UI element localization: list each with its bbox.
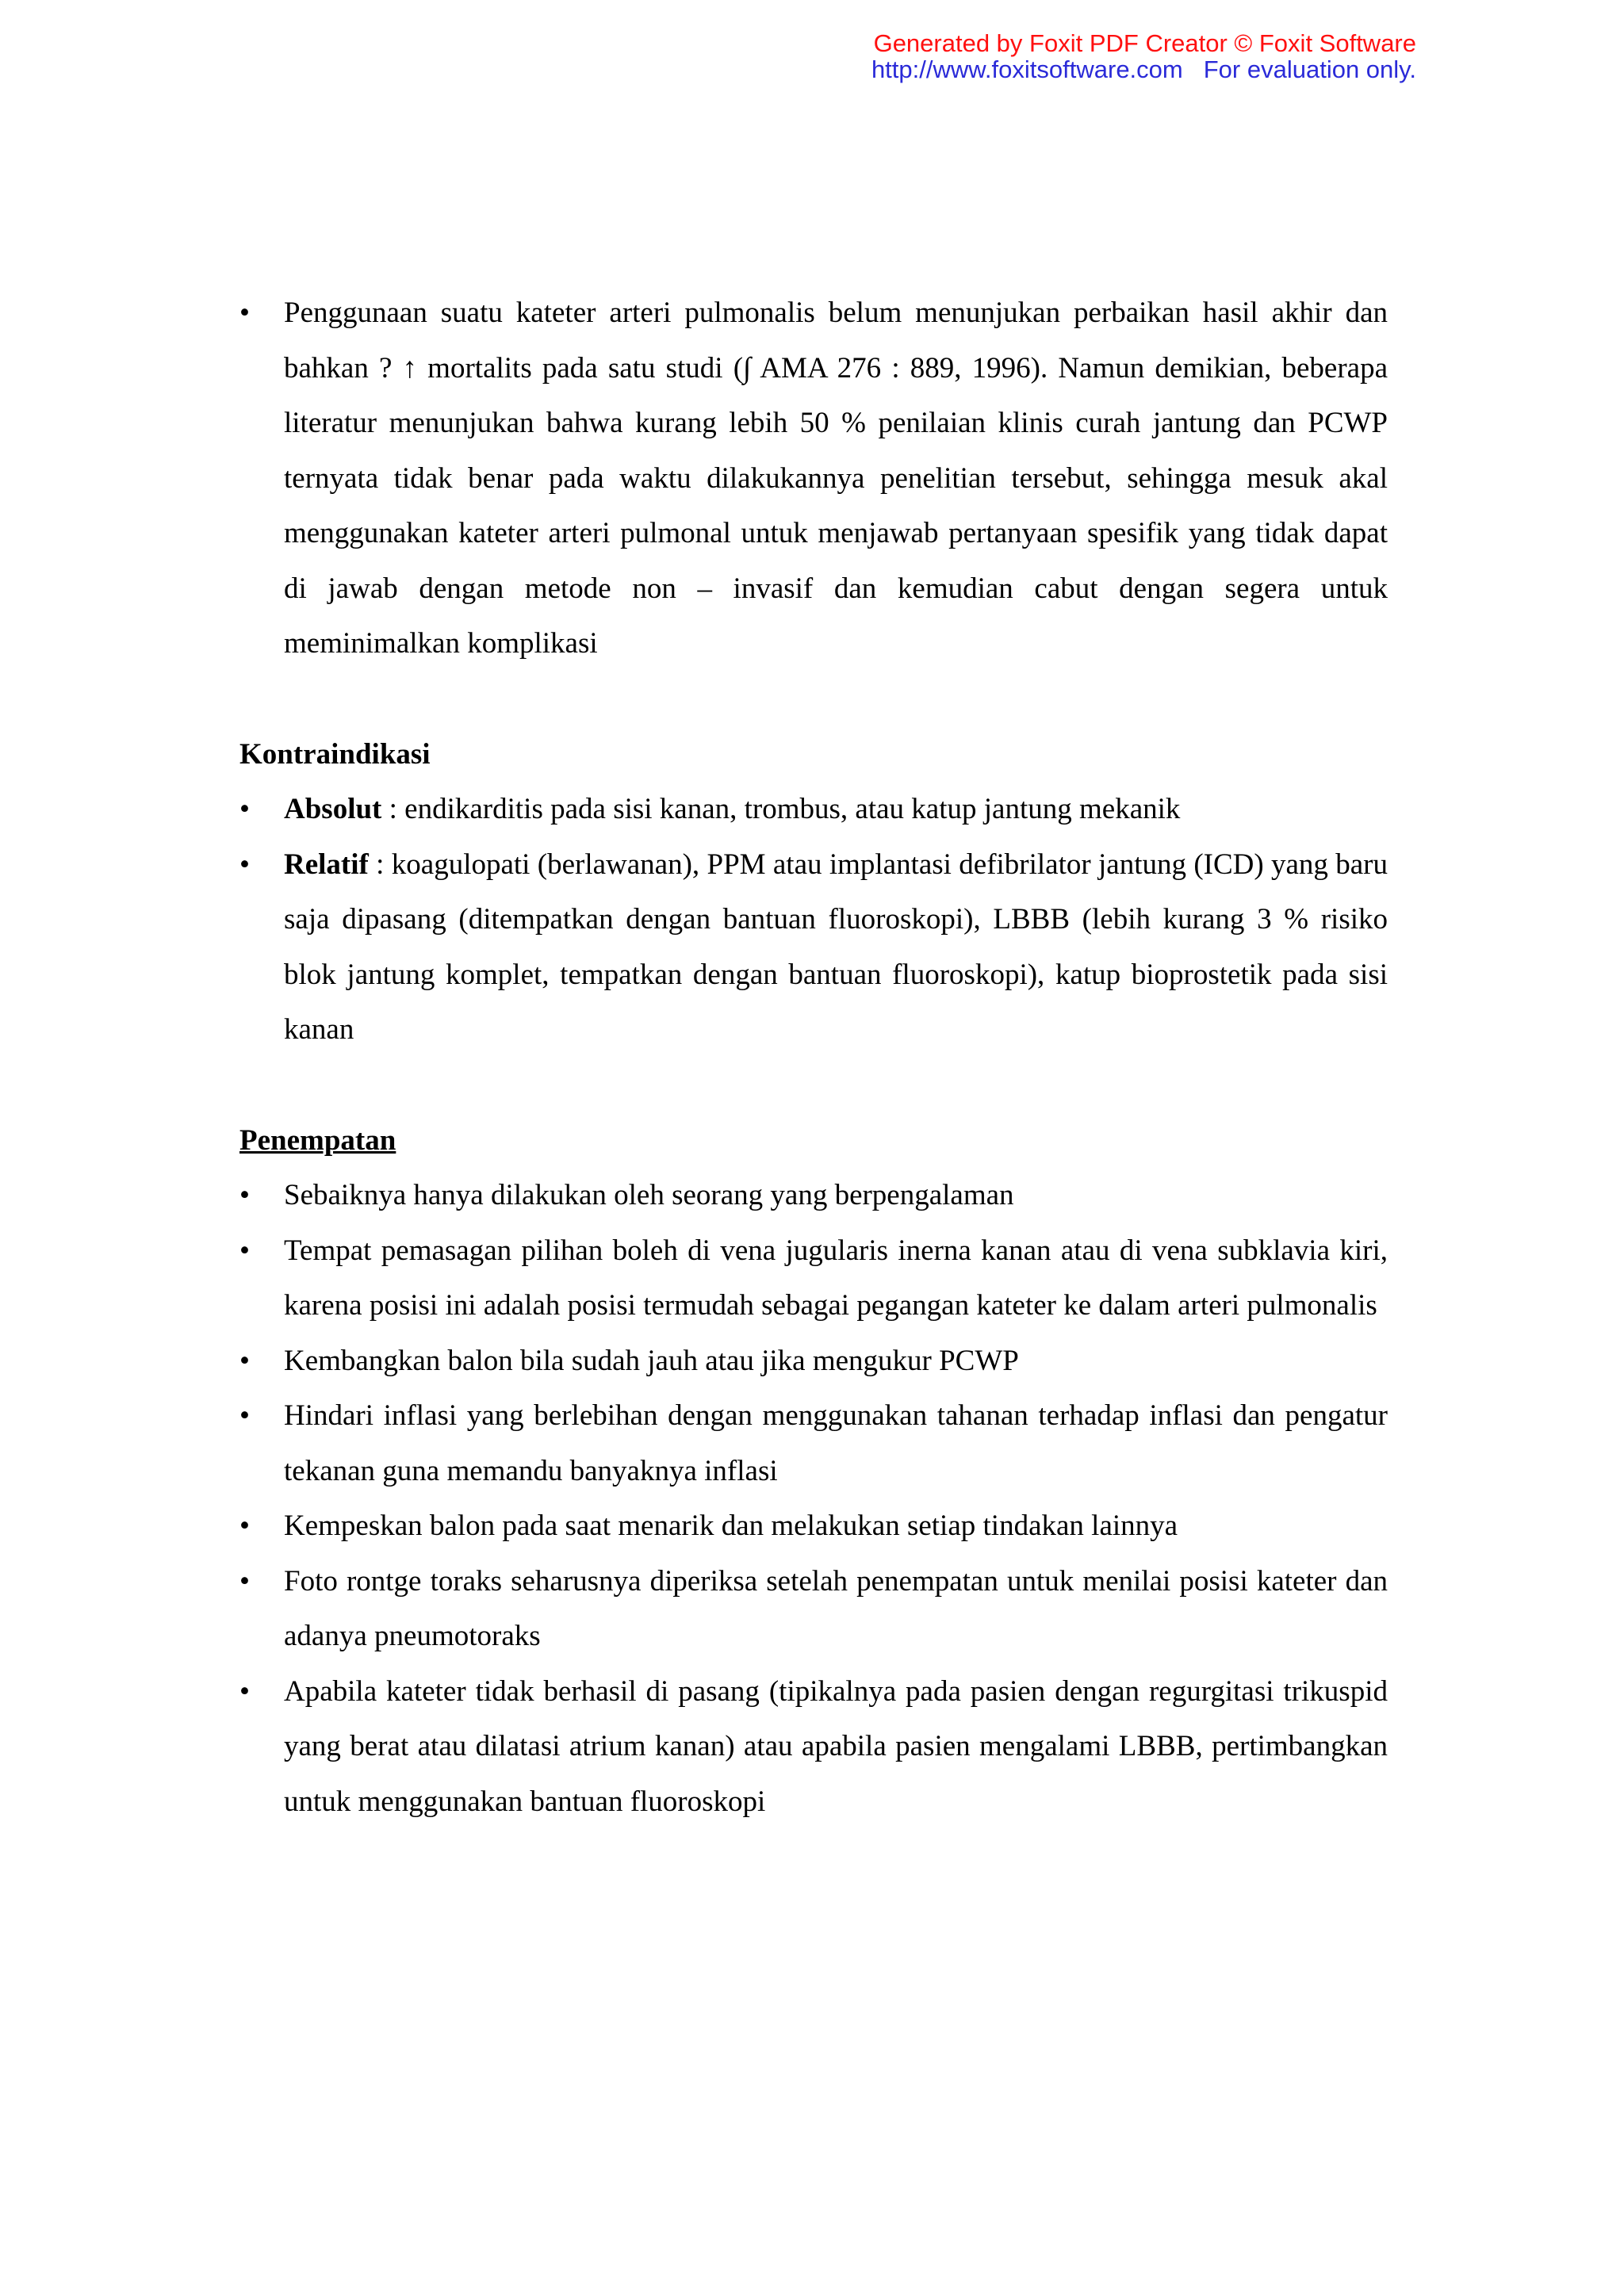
bullet-icon: • (239, 1399, 250, 1432)
list-item-text: Sebaiknya hanya dilakukan oleh seorang yang berpengalaman (284, 1179, 1014, 1211)
watermark-generated-line: Generated by Foxit PDF Creator © Foxit Software (873, 29, 1416, 57)
list-item-text: Apabila kateter tidak berhasil di pasang (tipikalnya pada pasien dengan regurgitasi trikuspid yang berat atau dilatasi atrium kanan) atau apabila pasien mengalami LBBB, pertimbangkan untuk menggunakan bantuan fluoroskopi (284, 1674, 1388, 1818)
list-item-text: : koagulopati (berlawanan), PPM atau implantasi defibrilator jantung (ICD) yang baru saja dipasang (ditempatkan dengan bantuan fluoroskopi), LBBB (lebih kurang 3 % risiko blok jantung komplet, tempatkan dengan bantuan fluoroskopi), katup bioprostetik pada sisi kanan (284, 848, 1388, 1046)
list-item (239, 1554, 1388, 1664)
list-item-text: Foto rontge toraks seharusnya diperiksa setelah penempatan untuk menilai posisi kateter dan adanya pneumotoraks (284, 1564, 1388, 1652)
bullet-icon: • (239, 1510, 250, 1542)
list-item (239, 1664, 1388, 1830)
list-item-term: Relatif (284, 848, 369, 881)
list-item (239, 782, 1388, 837)
bullet-icon: • (239, 1344, 250, 1377)
watermark-url-link[interactable]: http://www.foxitsoftware.com (871, 55, 1183, 83)
kontraindikasi-list (239, 782, 1388, 1058)
bullet-icon: • (239, 1564, 250, 1598)
document-body (239, 285, 1388, 1829)
list-item (239, 1223, 1388, 1334)
list-item (239, 285, 1388, 672)
list-item (239, 1498, 1388, 1554)
bullet-icon: • (239, 1674, 250, 1708)
list-item (239, 1168, 1388, 1223)
foxit-watermark (871, 30, 1416, 82)
intro-list (239, 285, 1388, 672)
bullet-icon: • (239, 793, 250, 825)
list-item-term: Absolut (284, 793, 382, 825)
list-item (239, 837, 1388, 1058)
section-heading-kontraindikasi: Kontraindikasi (239, 737, 431, 771)
watermark-url-line (871, 56, 1416, 82)
section-heading-penempatan: Penempatan (239, 1123, 396, 1157)
bullet-icon: • (239, 848, 250, 881)
list-item-text: Kempeskan balon pada saat menarik dan melakukan setiap tindakan lainnya (284, 1510, 1178, 1542)
list-item-text: Penggunaan suatu kateter arteri pulmonalis belum menunjukan perbaikan hasil akhir dan bahkan ? ↑ mortalits pada satu studi (∫ AMA 276 : 889, 1996). Namun demikian, beberapa literatur menunjukan bahwa kurang lebih 50 % penilaian klinis curah jantung dan PCWP ternyata tidak benar pada waktu dilakukannya penelitian tersebut, sehingga mesuk akal menggunakan kateter arteri pulmonal untuk menjawab pertanyaan spesifik yang tidak dapat di jawab dengan metode non – invasif dan kemudian cabut dengan segera untuk meminimalkan komplikasi (284, 297, 1388, 660)
list-item-text: Tempat pemasagan pilihan boleh di vena jugularis inerna kanan atau di vena subklavia kiri, karena posisi ini adalah posisi termudah sebagai pegangan kateter ke dalam arteri pulmonalis (284, 1234, 1388, 1322)
list-item (239, 1334, 1388, 1389)
bullet-icon: • (239, 297, 250, 329)
list-item-text: Hindari inflasi yang berlebihan dengan menggunakan tahanan terhadap inflasi dan pengatur tekanan guna memandu banyaknya inflasi (284, 1399, 1388, 1487)
watermark-eval-text: For evaluation only. (1203, 55, 1416, 83)
penempatan-list (239, 1168, 1388, 1829)
list-item-text: : endikarditis pada sisi kanan, trombus, atau katup jantung mekanik (381, 793, 1181, 825)
bullet-icon: • (239, 1179, 250, 1211)
list-item (239, 1388, 1388, 1498)
list-item-text: Kembangkan balon bila sudah jauh atau jika mengukur PCWP (284, 1344, 1019, 1377)
bullet-icon: • (239, 1234, 250, 1267)
